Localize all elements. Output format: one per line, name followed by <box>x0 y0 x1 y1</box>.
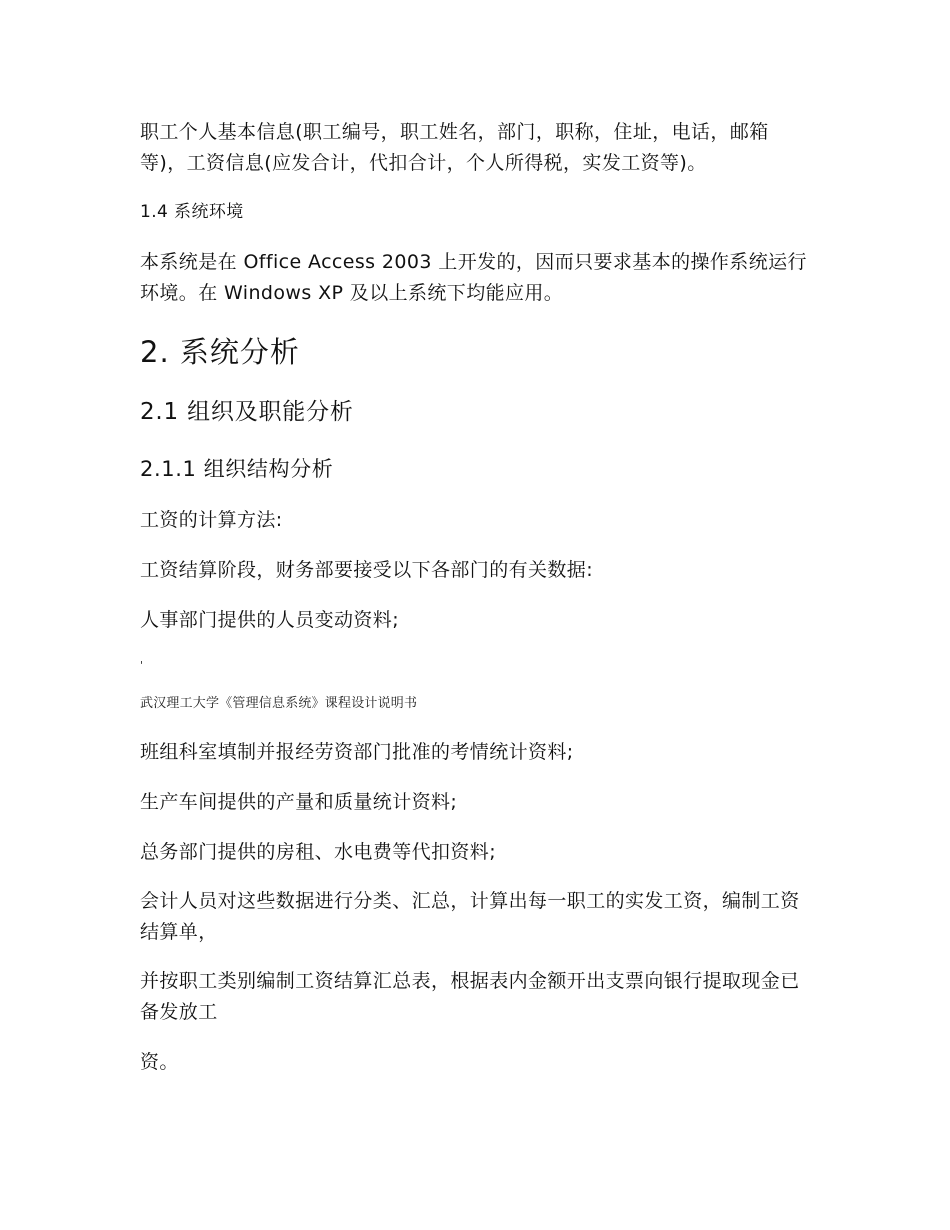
paragraph-attendance-data: 班组科室填制并报经劳资部门批准的考情统计资料; <box>140 741 574 763</box>
paragraph-system-environment: 本系统是在 Office Access 2003 上开发的，因而只要求基本的操作系统运行环境。在 Windows XP 及以上系统下均能应用。 <box>140 251 807 304</box>
paragraph-deduction-data: 总务部门提供的房租、水电费等代扣资料; <box>140 841 497 863</box>
paragraph-settlement-stage: 工资结算阶段，财务部要接受以下各部门的有关数据: <box>140 559 594 581</box>
paragraph-employee-info: 职工个人基本信息(职工编号，职工姓名，部门，职称，住址，电话，邮箱等)，工资信息(应发合计，代扣合计，个人所得税，实发工资等)。 <box>140 121 769 174</box>
section-heading-2-1: 2.1 组织及职能分析 <box>140 399 354 425</box>
section-heading-1-4: 1.4 系统环境 <box>140 202 244 222</box>
paragraph-summary-table: 并按职工类别编制工资结算汇总表，根据表内金额开出支票向银行提取现金已备发放工 <box>140 970 800 1023</box>
paragraph-hr-data: 人事部门提供的人员变动资料; <box>140 609 400 631</box>
paragraph-wages-end: 资。 <box>140 1051 179 1073</box>
stray-mark: ' <box>140 659 144 672</box>
paragraph-calc-method: 工资的计算方法: <box>140 509 283 531</box>
section-heading-2-1-1: 2.1.1 组织结构分析 <box>140 457 334 481</box>
running-header: 武汉理工大学《管理信息系统》课程设计说明书 <box>140 696 418 711</box>
paragraph-production-data: 生产车间提供的产量和质量统计资料; <box>140 791 458 813</box>
paragraph-accountant-process: 会计人员对这些数据进行分类、汇总，计算出每一职工的实发工资，编制工资结算单， <box>140 890 800 943</box>
chapter-heading-2: 2. 系统分析 <box>140 335 300 369</box>
